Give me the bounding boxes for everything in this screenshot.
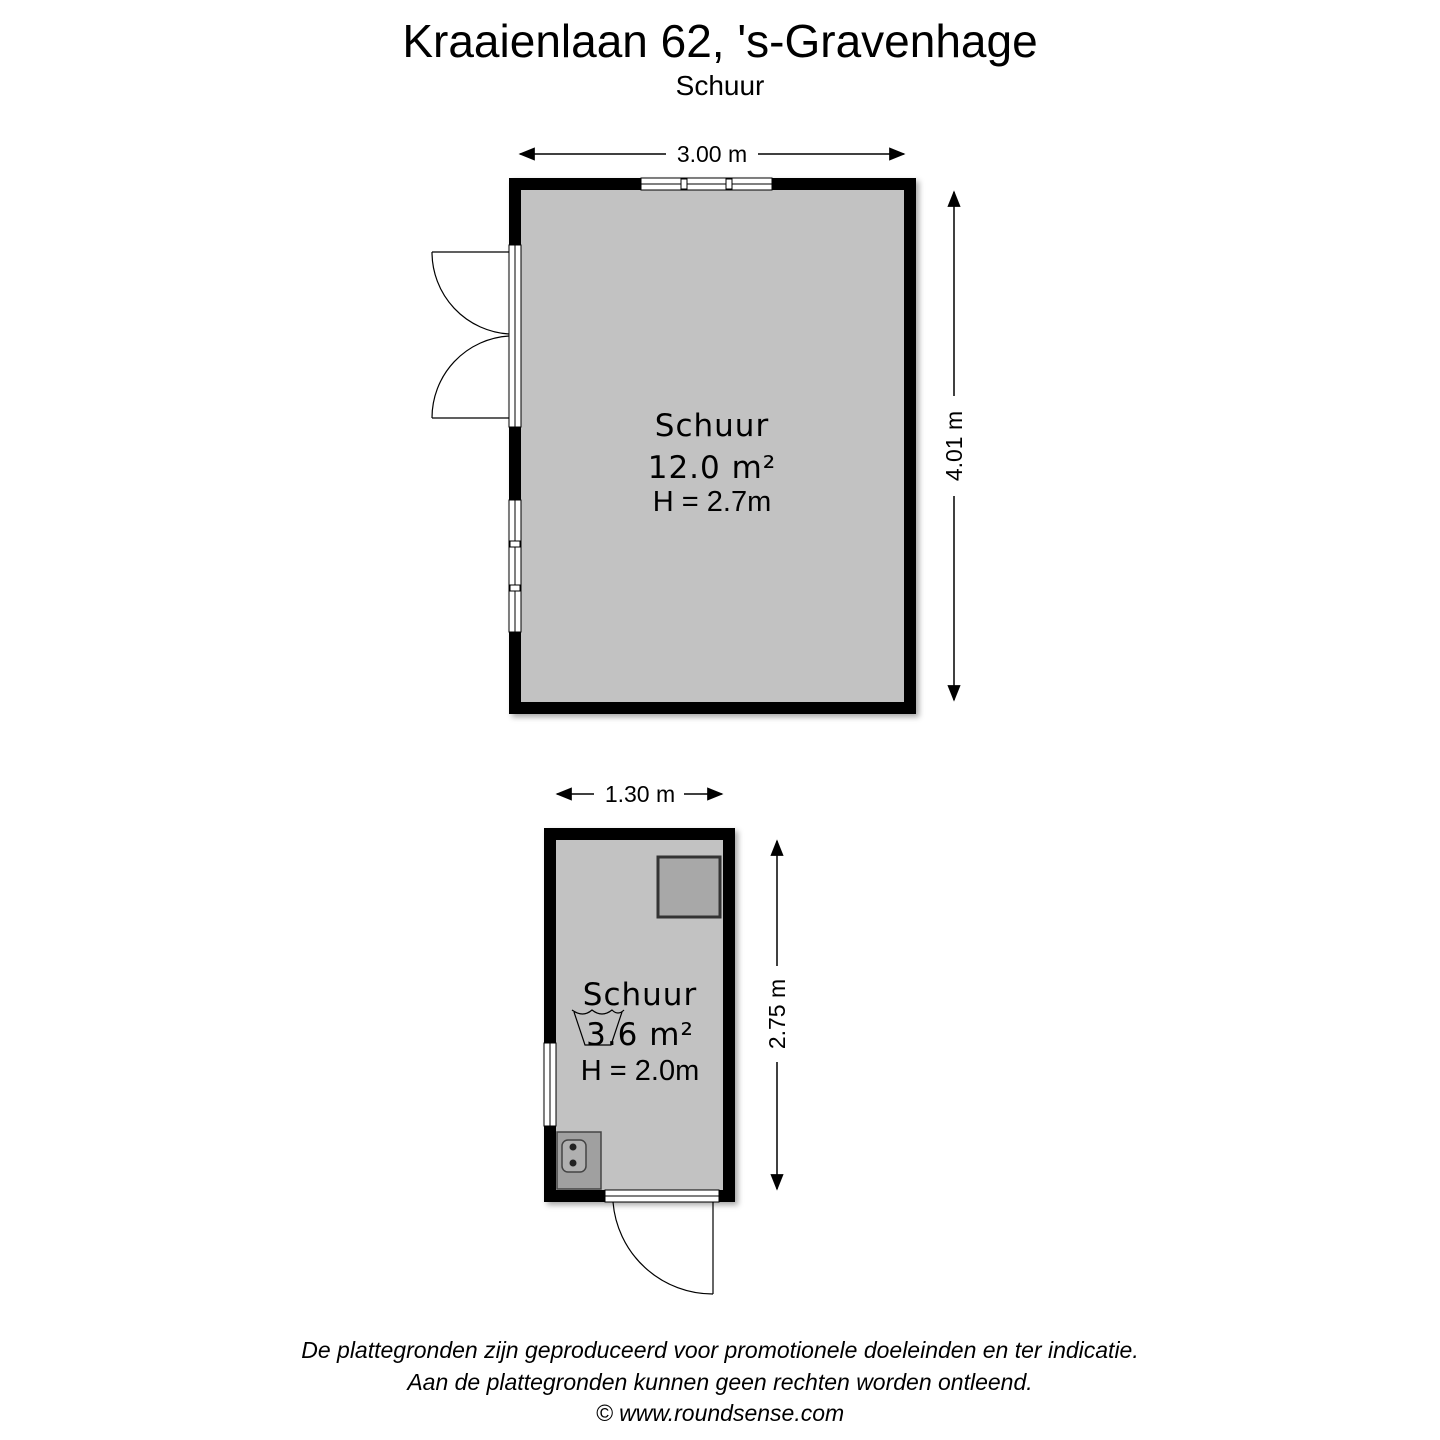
room-2-name: Schuur <box>582 977 698 1013</box>
page-subtitle: Schuur <box>675 70 765 101</box>
room-2-height: H = 2.0m <box>580 1055 700 1087</box>
room-2-left-window <box>544 1043 556 1126</box>
room-1-area: 12.0 m² <box>647 450 777 486</box>
disclaimer-line-1: De plattegronden zijn geproduceerd voor promotionele doeleinden en ter indicatie. <box>301 1337 1139 1363</box>
room-1-depth-label: 4.01 m <box>941 410 967 482</box>
room-2-width-label: 1.30 m <box>604 781 676 807</box>
room-1-width-label: 3.00 m <box>676 141 748 167</box>
room-2-door <box>605 1190 719 1294</box>
room-1-name: Schuur <box>654 408 770 444</box>
room-2 <box>544 781 790 1294</box>
room-2-depth-label: 2.75 m <box>764 978 790 1050</box>
room-2-storage-box <box>658 857 720 917</box>
disclaimer-line-2: Aan de plattegronden kunnen geen rechten worden ontleend. <box>407 1369 1033 1395</box>
copyright-link[interactable]: © www.roundsense.com <box>595 1400 845 1426</box>
room-1-left-window <box>509 500 521 632</box>
room-2-area: 3.6 m² <box>586 1017 694 1053</box>
room-2-width-dimension <box>557 781 722 807</box>
room-1-width-dimension <box>520 141 904 167</box>
room-1 <box>432 141 967 714</box>
page-title: Kraaienlaan 62, 's-Gravenhage <box>402 15 1038 67</box>
room-2-depth-dimension <box>764 841 790 1189</box>
room-1-depth-dimension <box>941 192 967 700</box>
room-1-floor <box>521 190 904 702</box>
room-2-sink-icon <box>557 1132 601 1189</box>
room-1-top-window <box>641 178 772 190</box>
room-1-double-door <box>432 245 521 427</box>
room-1-height: H = 2.7m <box>652 486 772 518</box>
